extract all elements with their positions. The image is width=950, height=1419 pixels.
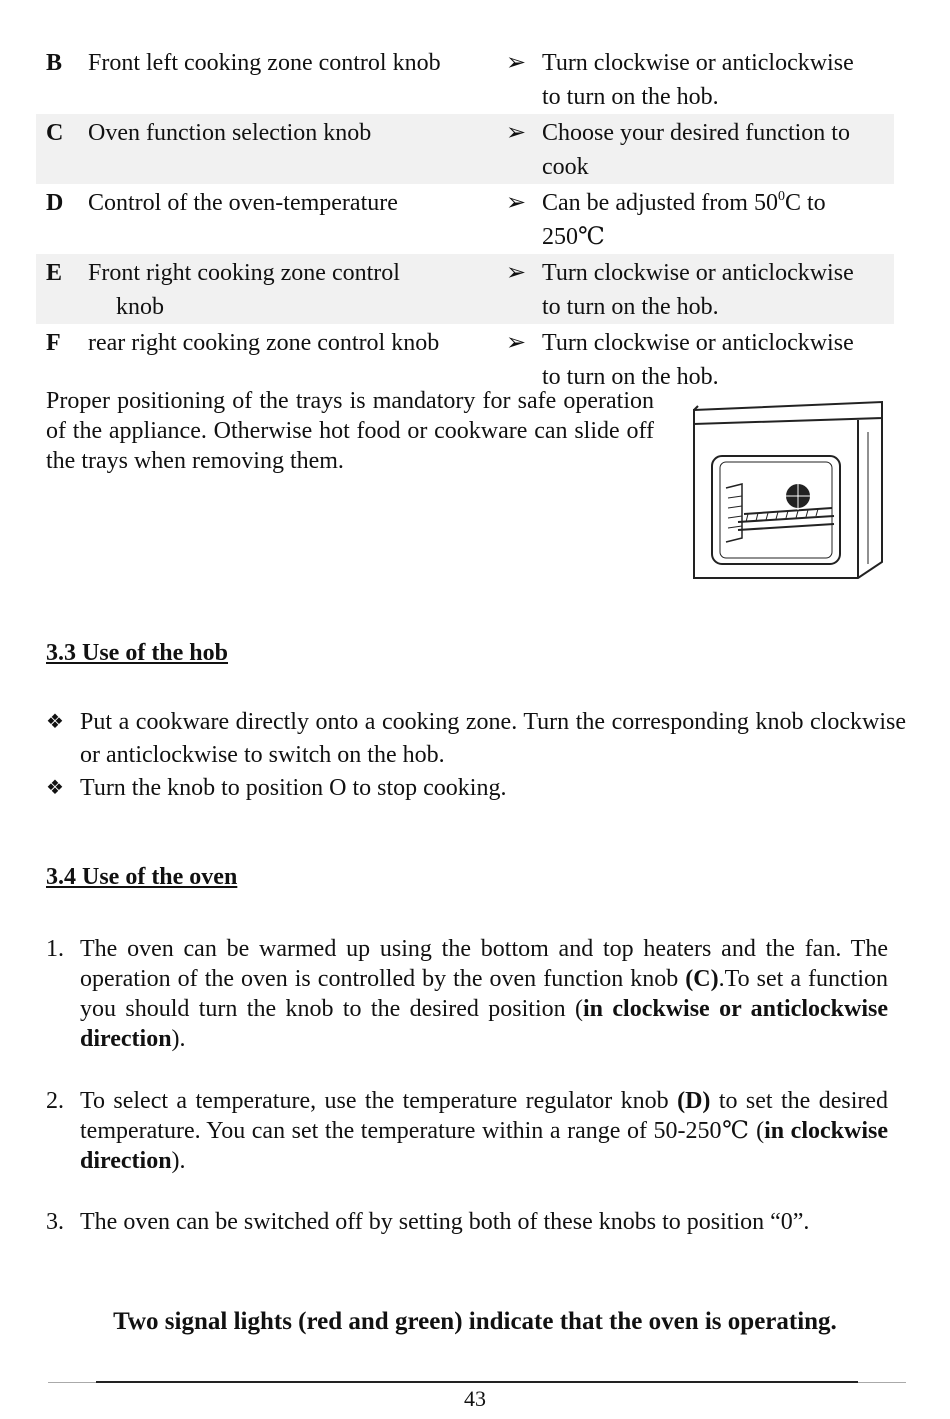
control-row-c — [36, 114, 894, 184]
control-row-d — [36, 184, 894, 254]
section-heading-hob: 3.3 Use of the hob — [46, 640, 229, 666]
arrow-icon: ➢ — [506, 120, 527, 146]
oven-step-1: 1. The oven can be warmed up using the bottom and top heaters and the fan. The operation of the oven is controlled by the oven function knob (C).To set a function you should turn the knob to the desired position (in clockwise or anticlockwise direction). — [46, 936, 889, 1052]
oven-step-3: 3. The oven can be switched off by setting both of these knobs to position “0”. — [46, 1209, 810, 1235]
control-letter: C — [46, 120, 64, 146]
page-number: 43 — [464, 1386, 486, 1411]
list-item: ❖ Put a cookware directly onto a cooking zone. Turn the corresponding knob clockwise or anticlockwise to switch on the hob. — [46, 706, 906, 772]
control-row-b — [36, 44, 894, 114]
control-letter: F — [46, 330, 61, 356]
footer-divider-bold — [96, 1381, 858, 1383]
control-name: Front right cooking zone control knob — [88, 260, 400, 320]
control-name: Front left cooking zone control knob — [88, 50, 441, 76]
hob-instructions — [46, 706, 906, 805]
oven-illustration — [686, 392, 896, 582]
control-row-f — [36, 324, 894, 394]
control-letter: E — [46, 260, 63, 286]
control-row-e — [36, 254, 894, 324]
list-item: ❖ Turn the knob to position O to stop cooking. — [46, 772, 906, 805]
control-description: Turn clockwise or anticlockwise to turn on the hob. — [542, 50, 854, 110]
arrow-icon: ➢ — [506, 330, 527, 356]
controls-table — [36, 44, 894, 394]
control-name: Oven function selection knob — [88, 120, 372, 146]
tray-positioning-paragraph: Proper positioning of the trays is mandatory for safe operation of the appliance. Otherwise hot food or cookware can slide off the trays when removing them. — [46, 388, 654, 474]
control-description: Turn clockwise or anticlockwise to turn on the hob. — [542, 330, 854, 390]
control-description: Turn clockwise or anticlockwise to turn on the hob. — [542, 260, 854, 320]
arrow-icon: ➢ — [506, 50, 527, 76]
control-letter: B — [46, 50, 63, 76]
control-name: rear right cooking zone control knob — [88, 330, 440, 356]
arrow-icon: ➢ — [506, 260, 527, 286]
control-name: Control of the oven-temperature — [88, 190, 398, 216]
control-letter: D — [46, 190, 64, 216]
diamond-bullet-icon: ❖ — [46, 777, 64, 799]
arrow-icon: ➢ — [506, 190, 527, 216]
oven-step-2: 2. To select a temperature, use the temperature regulator knob (D) to set the desired temperature. You can set the temperature within a range of 50-250℃ (in clockwise direction). — [46, 1088, 889, 1174]
section-heading-oven: 3.4 Use of the oven — [46, 864, 238, 890]
diamond-bullet-icon: ❖ — [46, 711, 64, 733]
signal-lights-notice: Two signal lights (red and green) indicate that the oven is operating. — [113, 1308, 837, 1335]
control-description: Choose your desired function to cook — [542, 120, 850, 180]
control-description: Can be adjusted from $50^0C$ to 250℃ — [542, 189, 826, 250]
